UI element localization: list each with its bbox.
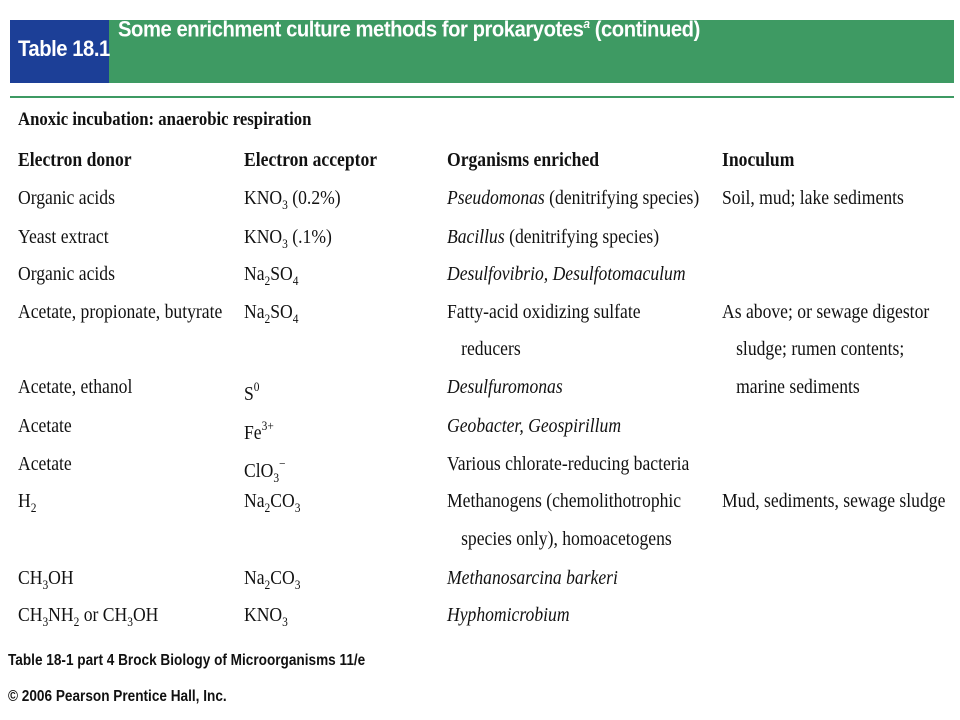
electron-acceptor-cell: $S^0$	[244, 379, 260, 405]
electron-donor-cell: Acetate	[18, 453, 72, 475]
footnote-marker: a	[583, 16, 590, 31]
organisms-cell: Fatty-acid oxidizing sulfate	[447, 301, 641, 323]
electron-acceptor-cell: ClO$_3$−	[244, 456, 286, 485]
column-header-organisms-enriched: Organisms enriched	[447, 149, 600, 171]
inoculum-cell: As above; or sewage digestor	[722, 301, 930, 323]
column-header-electron-donor: Electron donor	[18, 149, 132, 171]
organisms-cell: Methanosarcina barkeri	[447, 567, 618, 589]
electron-donor-cell: Acetate	[18, 415, 72, 437]
table-title: Some enrichment culture methods for prokaryotes$^a$ (continued)	[118, 16, 700, 42]
inoculum-cell-continued: sludge; rumen contents;	[736, 338, 905, 360]
electron-acceptor-cell: $KNO_3$ (0.2%)	[244, 187, 341, 212]
organisms-cell-continued: species only), homoacetogens	[461, 528, 672, 550]
table-number: Table 18.1	[18, 36, 110, 61]
organisms-cell: Bacillus (denitrifying species)	[447, 226, 660, 248]
inoculum-cell: Mud, sediments, sewage sludge	[722, 490, 946, 512]
organisms-cell: Geobacter, Geospirillum	[447, 415, 622, 437]
electron-acceptor-cell: $Na_2CO_3$	[244, 567, 301, 592]
column-header-electron-acceptor: Electron acceptor	[244, 149, 378, 171]
electron-acceptor-cell: $Fe^{3+}$	[244, 418, 274, 444]
section-title: Anoxic incubation: anaerobic respiration	[18, 109, 312, 130]
electron-donor-cell: $CH_3NH_2$ or $CH_3OH$	[18, 604, 159, 629]
electron-donor-cell: Acetate, propionate, butyrate	[18, 301, 223, 323]
electron-donor-cell: Acetate, ethanol	[18, 376, 133, 398]
electron-acceptor-cell: $Na_2SO_4$	[244, 301, 299, 326]
organisms-cell: Methanogens (chemolithotrophic	[447, 490, 682, 512]
inoculum-cell: Soil, mud; lake sediments	[722, 187, 904, 209]
electron-donor-cell: $CH_3OH$	[18, 567, 74, 592]
organisms-cell: Desulfuromonas	[447, 376, 563, 398]
electron-donor-cell: Organic acids	[18, 263, 115, 285]
copyright-notice: © 2006 Pearson Prentice Hall, Inc.	[8, 688, 227, 705]
organisms-cell-continued: reducers	[461, 338, 521, 360]
electron-acceptor-cell: $Na_2SO_4$	[244, 263, 299, 288]
header-rule	[10, 96, 954, 98]
column-header-inoculum: Inoculum	[722, 149, 795, 171]
table-number-badge	[10, 20, 109, 83]
electron-acceptor-cell: $KNO_3$	[244, 604, 288, 629]
electron-acceptor-cell: $Na_2CO_3$	[244, 490, 301, 515]
organisms-cell: Pseudomonas (denitrifying species)	[447, 187, 700, 209]
figure-caption: Table 18-1 part 4 Brock Biology of Microorganisms 11/e	[8, 652, 366, 669]
electron-acceptor-cell: $KNO_3$ (.1%)	[244, 226, 332, 251]
electron-donor-cell: Yeast extract	[18, 226, 109, 248]
organisms-cell: Hyphomicrobium	[447, 604, 570, 626]
electron-donor-cell: $H_2$	[18, 490, 37, 515]
organisms-cell: Desulfovibrio, Desulfotomaculum	[447, 263, 686, 285]
electron-donor-cell: Organic acids	[18, 187, 115, 209]
inoculum-cell-continued: marine sediments	[736, 376, 860, 398]
organisms-cell: Various chlorate-reducing bacteria	[447, 453, 690, 475]
